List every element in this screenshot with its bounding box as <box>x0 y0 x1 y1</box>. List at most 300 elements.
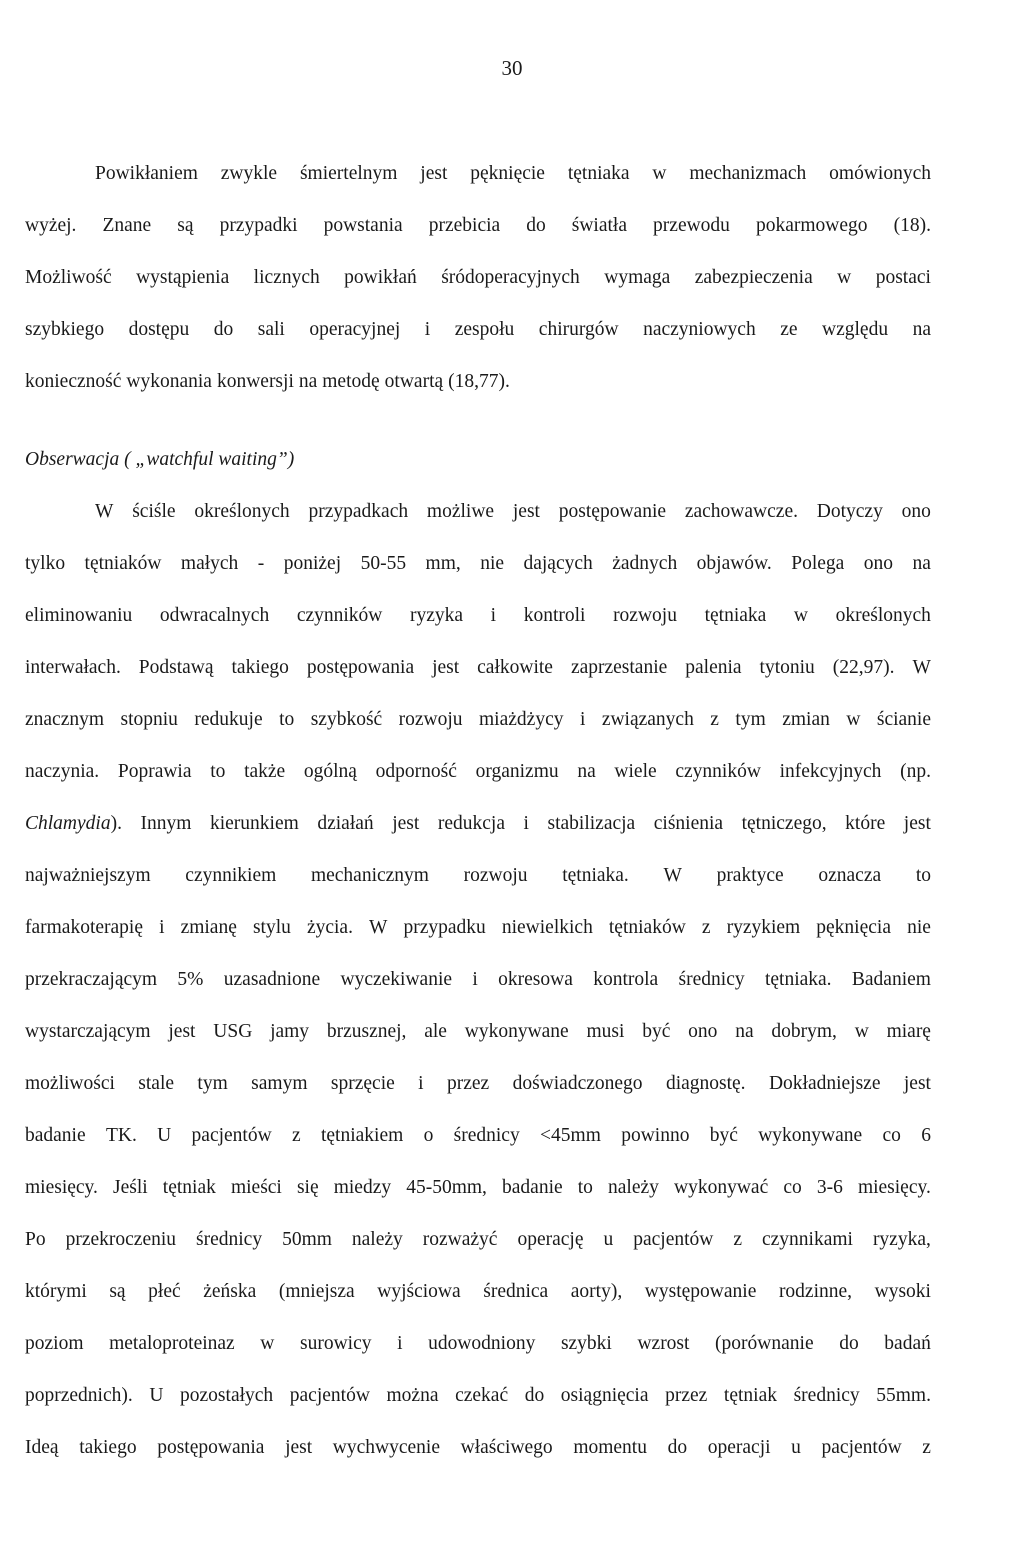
word: tym <box>735 709 766 730</box>
word: jest <box>392 813 420 834</box>
word: przez <box>665 1385 708 1406</box>
word: tym <box>197 1073 228 1094</box>
word: ściśle <box>132 501 176 522</box>
word: tętniczego, <box>741 813 827 834</box>
word: <45mm <box>540 1125 601 1146</box>
word: organizmu <box>475 761 559 782</box>
text-line <box>25 954 931 1006</box>
word: badań <box>884 1333 931 1354</box>
word: (np. <box>900 761 931 782</box>
word: Możliwość <box>25 267 112 288</box>
word: ryzyka <box>410 605 464 626</box>
word: miarę <box>886 1021 931 1042</box>
word: zabezpieczenia <box>694 267 813 288</box>
word: dobrym, <box>771 1021 837 1042</box>
word: Polega <box>791 553 845 574</box>
word: światła <box>571 215 627 236</box>
word: przebicia <box>428 215 501 236</box>
word: określonych <box>835 605 931 626</box>
word: które <box>845 813 886 834</box>
word: metodę <box>322 371 380 392</box>
word: 5% <box>177 969 204 990</box>
word: żeńska <box>203 1281 257 1302</box>
word: śródoperacyjnych <box>441 267 580 288</box>
text-line <box>25 1006 931 1058</box>
word: jamy <box>270 1021 310 1042</box>
word: jest <box>432 657 460 678</box>
word: przypadku <box>403 917 486 938</box>
word: ryzykiem <box>726 917 801 938</box>
text-line <box>25 1422 931 1474</box>
word: wychwycenie <box>332 1437 440 1458</box>
word: rozwoju <box>398 709 463 730</box>
word: do <box>839 1333 859 1354</box>
word: tętniaka <box>704 605 767 626</box>
word: tętniak <box>723 1385 777 1406</box>
word: niewielkich <box>501 917 593 938</box>
word: odwracalnych <box>159 605 270 626</box>
word: czynnikami <box>761 1229 853 1250</box>
word: tylko <box>25 553 66 574</box>
word: możliwości <box>25 1073 115 1094</box>
word: ścianie <box>876 709 931 730</box>
word: miesięcy. <box>25 1177 98 1198</box>
word: U <box>157 1125 172 1146</box>
word: śmiertelnym <box>299 163 398 184</box>
word: wzrost <box>637 1333 690 1354</box>
word: do <box>526 215 546 236</box>
text-line <box>25 1058 931 1110</box>
word: TK. <box>105 1125 137 1146</box>
text-line <box>25 538 931 590</box>
word: wystarczającym <box>25 1021 151 1042</box>
word: i <box>418 1073 424 1094</box>
word: to <box>279 709 295 730</box>
word: na <box>735 1021 754 1042</box>
word: względu <box>822 319 889 340</box>
word: pęknięcia <box>816 917 891 938</box>
word: samym <box>251 1073 308 1094</box>
word: osiągnięcia <box>560 1385 649 1406</box>
word: do <box>667 1437 688 1458</box>
word: W <box>369 917 388 938</box>
word: momentu <box>573 1437 647 1458</box>
word: konwersji <box>216 371 294 392</box>
word: w <box>854 1021 869 1042</box>
word: tętniak <box>162 1177 216 1198</box>
word: 3-6 <box>816 1177 843 1198</box>
word: naczynia. <box>25 761 100 782</box>
word: są <box>177 215 194 236</box>
word: Po <box>25 1229 46 1250</box>
word: wykonywane <box>464 1021 569 1042</box>
word: USG <box>213 1021 253 1042</box>
word: którymi <box>25 1281 87 1302</box>
word: zmianę <box>180 917 237 938</box>
word: należy <box>351 1229 403 1250</box>
word: ryzyka, <box>872 1229 931 1250</box>
word: tętniakiem <box>320 1125 404 1146</box>
word: możliwe <box>426 501 495 522</box>
word: przekraczającym <box>25 969 158 990</box>
word: Znane <box>102 215 152 236</box>
word: co <box>783 1177 802 1198</box>
word: Innym <box>140 813 192 834</box>
word: określonych <box>194 501 290 522</box>
word: jest <box>903 1073 931 1094</box>
word: dających <box>523 553 593 574</box>
text-line <box>25 1110 931 1162</box>
word: sprzęcie <box>330 1073 395 1094</box>
text-line <box>25 902 931 954</box>
text-line <box>25 746 931 798</box>
word: Badaniem <box>851 969 931 990</box>
word: tytoniu <box>759 657 815 678</box>
word: szybki <box>560 1333 612 1354</box>
word: badanie <box>502 1177 563 1198</box>
word: naczyniowych <box>643 319 756 340</box>
word: infekcyjnych <box>779 761 882 782</box>
word: tętniaków <box>84 553 162 574</box>
text-line <box>25 1214 931 1266</box>
word: o <box>423 1125 434 1146</box>
word: w <box>793 605 808 626</box>
word: postępowania <box>157 1437 265 1458</box>
word: w <box>846 709 861 730</box>
word: metaloproteinaz <box>109 1333 235 1354</box>
word: W <box>95 501 114 522</box>
word: przypadkach <box>308 501 409 522</box>
word: czynników <box>296 605 383 626</box>
word: poprzednich). <box>25 1385 133 1406</box>
word: zwykle <box>220 163 278 184</box>
word: konieczność <box>25 371 122 392</box>
word: pacjentów <box>191 1125 272 1146</box>
word: średnicy <box>453 1125 520 1146</box>
word: 45-50mm, <box>406 1177 487 1198</box>
word: ono <box>688 1021 718 1042</box>
word: Powikłaniem <box>95 163 198 184</box>
word: można <box>386 1385 439 1406</box>
word: tętniaka <box>567 163 630 184</box>
word: całkowite <box>477 657 553 678</box>
word: ono <box>863 553 893 574</box>
word: czynników <box>675 761 761 782</box>
word: najważniejszym <box>25 865 151 886</box>
text-line <box>25 1162 931 1214</box>
word: średnicy <box>793 1385 860 1406</box>
word: średnica <box>483 1281 549 1302</box>
word: dostępu <box>128 319 190 340</box>
word: szybkość <box>310 709 383 730</box>
word: to <box>915 865 931 886</box>
word: na <box>912 319 931 340</box>
word: 6 <box>921 1125 931 1146</box>
word: stabilizacja <box>547 813 636 834</box>
word: tętniaka. <box>764 969 832 990</box>
word: pokarmowego <box>755 215 868 236</box>
word: Dokładniejsze <box>768 1073 881 1094</box>
text-line <box>25 356 931 408</box>
word: rozważyć <box>422 1229 498 1250</box>
word: w <box>652 163 667 184</box>
word: są <box>109 1281 126 1302</box>
word: wyżej. <box>25 215 77 236</box>
word: zachowawcze. <box>684 501 798 522</box>
text-line <box>25 1266 931 1318</box>
word: licznych <box>253 267 320 288</box>
text-line <box>25 642 931 694</box>
word: w <box>837 267 852 288</box>
word: stylu <box>252 917 291 938</box>
text-line <box>25 486 931 538</box>
word: jest <box>903 813 931 834</box>
word: do <box>524 1385 545 1406</box>
word: Jeśli <box>113 1177 148 1198</box>
word: właściwego <box>460 1437 553 1458</box>
word: ze <box>780 319 798 340</box>
word: średnicy <box>678 969 745 990</box>
word: jest <box>420 163 448 184</box>
word: stale <box>138 1073 175 1094</box>
word: takiego <box>79 1437 137 1458</box>
word: Dotyczy <box>816 501 883 522</box>
word: praktyce <box>716 865 784 886</box>
word: do <box>213 319 234 340</box>
word: średnicy <box>196 1229 263 1250</box>
word: 50mm <box>282 1229 332 1250</box>
word: kontrola <box>593 969 659 990</box>
word: działań <box>317 813 374 834</box>
word: u <box>603 1229 614 1250</box>
text-line <box>25 1318 931 1370</box>
word: powstania <box>323 215 403 236</box>
word: pozostałych <box>180 1385 274 1406</box>
word: rozwoju <box>463 865 528 886</box>
word: takiego <box>231 657 289 678</box>
word: w <box>260 1333 275 1354</box>
text-line <box>25 850 931 902</box>
word: czekać <box>455 1385 509 1406</box>
word: kontroli <box>523 605 586 626</box>
word: ale <box>424 1021 447 1042</box>
word: na <box>912 553 931 574</box>
word: to <box>577 1177 593 1198</box>
word: przez <box>446 1073 490 1094</box>
word: i <box>424 319 431 340</box>
word: pęknięcie <box>470 163 545 184</box>
word: redukcja <box>437 813 505 834</box>
word: chirurgów <box>538 319 619 340</box>
word: operacyjnej <box>309 319 401 340</box>
word: objawów. <box>696 553 772 574</box>
word: postaci <box>875 267 931 288</box>
word: wysoki <box>874 1281 931 1302</box>
word: miażdżycy <box>479 709 564 730</box>
word: U <box>149 1385 164 1406</box>
word: okresowa <box>498 969 573 990</box>
word: mm, <box>425 553 461 574</box>
word: badanie <box>25 1125 86 1146</box>
word: redukuje <box>194 709 263 730</box>
word: Chlamydia). <box>25 813 122 834</box>
word: surowicy <box>299 1333 372 1354</box>
word: otwartą <box>384 371 444 392</box>
word: na <box>577 761 596 782</box>
word: pacjentów <box>633 1229 714 1250</box>
word: rozwoju <box>613 605 677 626</box>
page-number: 30 <box>501 56 523 80</box>
word: wykonania <box>126 371 212 392</box>
word: W <box>663 865 682 886</box>
text-line <box>25 304 931 356</box>
word: poziom <box>25 1333 84 1354</box>
word: uzasadnione <box>223 969 321 990</box>
word: miedzy <box>333 1177 392 1198</box>
word: z <box>922 1437 931 1458</box>
word: przewodu <box>653 215 730 236</box>
word: postępowanie <box>558 501 667 522</box>
word: ono <box>901 501 931 522</box>
word: (18). <box>893 215 931 236</box>
word: i <box>523 813 529 834</box>
word: ogólną <box>303 761 357 782</box>
word: żadnych <box>612 553 678 574</box>
word: u <box>791 1437 801 1458</box>
word: jest <box>168 1021 196 1042</box>
word: wymaga <box>604 267 671 288</box>
word: (22,97). <box>832 657 895 678</box>
word: jest <box>285 1437 313 1458</box>
word: co <box>882 1125 901 1146</box>
word: omówionych <box>829 163 931 184</box>
word: wykonywane <box>758 1125 863 1146</box>
word: operacji <box>707 1437 771 1458</box>
text-line <box>25 694 931 746</box>
word: postępowania <box>306 657 415 678</box>
word: zaprzestanie <box>570 657 668 678</box>
word: być <box>642 1021 671 1042</box>
word: operację <box>517 1229 584 1250</box>
word: Poprawia <box>117 761 192 782</box>
spacer <box>25 408 931 434</box>
word: także <box>244 761 286 782</box>
word: znacznym <box>25 709 105 730</box>
word: pacjentów <box>289 1385 370 1406</box>
word: diagnostę. <box>665 1073 746 1094</box>
word: (mniejsza <box>278 1281 355 1302</box>
word: udowodniony <box>428 1333 536 1354</box>
word: życia. <box>306 917 353 938</box>
word: na <box>298 371 318 392</box>
word: zmian <box>782 709 830 730</box>
word: brzusznej, <box>326 1021 407 1042</box>
word: poniżej <box>283 553 342 574</box>
word: i <box>490 605 497 626</box>
word: pacjentów <box>821 1437 902 1458</box>
text-line <box>25 1370 931 1422</box>
word: tętniaków <box>608 917 686 938</box>
word: przypadki <box>219 215 298 236</box>
word: palenia <box>685 657 742 678</box>
word: aorty), <box>570 1281 623 1302</box>
text-line <box>25 590 931 642</box>
word: musi <box>586 1021 625 1042</box>
word: zespołu <box>454 319 515 340</box>
text-line <box>25 798 931 850</box>
word: z <box>710 709 719 730</box>
section-heading: Obserwacja ( „watchful waiting”) <box>25 449 295 470</box>
word: z <box>292 1125 301 1146</box>
word: kierunkiem <box>209 813 299 834</box>
word: z <box>733 1229 742 1250</box>
word: czynnikiem <box>185 865 277 886</box>
word: - <box>257 553 265 574</box>
word: rodzinne, <box>778 1281 853 1302</box>
word: mieści <box>230 1177 282 1198</box>
word: przekroczeniu <box>65 1229 177 1250</box>
word: związanych <box>601 709 694 730</box>
word: Podstawą <box>138 657 214 678</box>
word: to <box>210 761 226 782</box>
word: wykonywać <box>674 1177 769 1198</box>
word: odporność <box>375 761 457 782</box>
word: sali <box>257 319 285 340</box>
word: farmakoterapię <box>25 917 144 938</box>
word: W <box>912 657 931 678</box>
word: ciśnienia <box>653 813 724 834</box>
word: należy <box>608 1177 659 1198</box>
word: Ideą <box>25 1437 59 1458</box>
text-line <box>25 252 931 304</box>
text-line <box>25 200 931 252</box>
word: szybkiego <box>25 319 105 340</box>
word: z <box>701 917 711 938</box>
word: wyczekiwanie <box>340 969 453 990</box>
word: być <box>709 1125 738 1146</box>
word: 50-55 <box>360 553 407 574</box>
word: mechanicznym <box>310 865 429 886</box>
document-body <box>25 148 931 1474</box>
word: i <box>472 969 478 990</box>
text-line <box>25 148 931 200</box>
word: i <box>579 709 586 730</box>
word: stopniu <box>120 709 178 730</box>
word: miesięcy. <box>857 1177 931 1198</box>
word: wiele <box>614 761 657 782</box>
word: nie <box>480 553 505 574</box>
word: powinno <box>621 1125 690 1146</box>
word: eliminowaniu <box>25 605 133 626</box>
word: wystąpienia <box>136 267 230 288</box>
word: 55mm. <box>876 1385 931 1406</box>
word: interwałach. <box>25 657 121 678</box>
word: jest <box>512 501 540 522</box>
word: (porównanie <box>715 1333 814 1354</box>
word: występowanie <box>644 1281 757 1302</box>
word: wyjściowa <box>377 1281 461 1302</box>
word: oznacza <box>818 865 882 886</box>
word: doświadczonego <box>512 1073 643 1094</box>
paragraph-complications <box>25 148 931 408</box>
word: płeć <box>148 1281 181 1302</box>
word: (18,77). <box>448 371 510 392</box>
word: i <box>159 917 165 938</box>
word: nie <box>907 917 931 938</box>
word: małych <box>180 553 239 574</box>
word: powikłań <box>344 267 417 288</box>
word: tętniaka. <box>562 865 629 886</box>
